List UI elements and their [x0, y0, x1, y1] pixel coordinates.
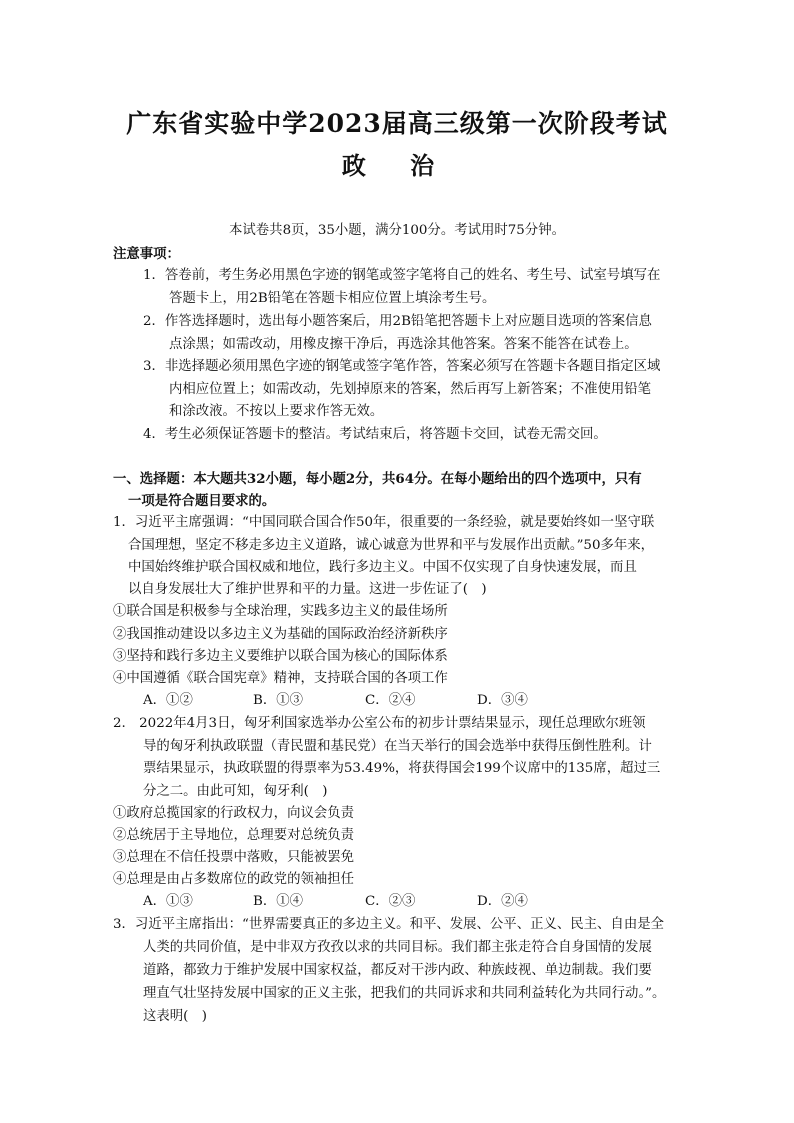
q2-option-d: D．②④: [477, 894, 528, 909]
note-line: 答题卡上，用2B铅笔在答题卡相应位置上填涂考生号。: [169, 291, 496, 306]
exam-title: 广东省实验中学2023届高三级第一次阶段考试: [126, 109, 668, 138]
q2-stem: 分之二。由此可知，匈牙利( ): [143, 784, 328, 799]
q1-stem: 中国始终维护联合国权威和地位，践行多边主义。中国不仅实现了自身快速发展，而且: [128, 560, 637, 575]
q1-item: ④中国遵循《联合国宪章》精神，支持联合国的各项工作: [113, 671, 448, 686]
q2-item: ①政府总揽国家的行政权力，向议会负责: [113, 806, 355, 821]
q1-stem: 1．习近平主席强调：“中国同联合国合作50年，很重要的一条经验，就是要始终如一坚守联: [113, 515, 655, 530]
note-line: 4．考生必须保证答题卡的整洁。考试结束后，将答题卡交回，试卷无需交回。: [143, 427, 607, 442]
note-line: 内相应位置上；如需改动，先划掉原来的答案，然后再写上新答案；不准使用铅笔: [169, 382, 652, 397]
q1-option-c: C．②④: [365, 693, 416, 708]
q1-item: ③坚持和践行多边主义要维护以联合国为核心的国际体系: [113, 649, 448, 664]
note-line: 点涂黑；如需改动，用橡皮擦干净后，再选涂其他答案。答案不能答在试卷上。: [169, 337, 638, 352]
exam-info: 本试卷共8页，35小题，满分100分。考试用时75分钟。: [229, 223, 565, 238]
q3-stem: 人类的共同价值，是中非双方孜孜以求的共同目标。我们都主张走符合自身国情的发展: [143, 940, 652, 955]
q1-option-a: A．①②: [143, 693, 193, 708]
section-heading-cont: 一项是符合题目要求的。: [128, 493, 276, 509]
q2-option-a: A．①③: [143, 894, 193, 909]
q1-option-d: D．③④: [477, 693, 528, 708]
q2-option-b: B．①④: [253, 894, 304, 909]
q1-item: ①联合国是积极参与全球治理，实践多边主义的最佳场所: [113, 604, 448, 619]
note-line: 和涂改液。不按以上要求作答无效。: [169, 404, 384, 419]
q2-item: ③总理在不信任投票中落败，只能被罢免: [113, 850, 355, 865]
subject-title: 政 治: [341, 151, 453, 180]
q3-stem: 理直气壮坚持发展中国家的正义主张，把我们的共同诉求和共同利益转化为共同行动。”。: [143, 986, 666, 1001]
q2-item: ④总理是由占多数席位的政党的领袖担任: [113, 872, 355, 887]
q2-item: ②总统居于主导地位，总理要对总统负责: [113, 828, 355, 843]
q1-item: ②我国推动建设以多边主义为基础的国际政治经济新秩序: [113, 627, 448, 642]
notes-heading: 注意事项：: [113, 246, 180, 262]
section-heading: 一、选择题：本大题共32小题，每小题2分，共64分。在每小题给出的四个选项中，只有: [113, 471, 642, 487]
q3-stem: 这表明( ): [143, 1009, 208, 1024]
q1-stem: 合国理想，坚定不移走多边主义道路，诚心诚意为世界和平与发展作出贡献。”50多年来，: [128, 538, 655, 553]
q1-stem: 以自身发展壮大了维护世界和平的力量。这进一步佐证了( ): [128, 582, 487, 597]
q2-option-c: C．②③: [365, 894, 416, 909]
q3-stem: 道路，都致力于维护发展中国家权益，都反对干涉内政、种族歧视、单边制裁。我们要: [143, 963, 652, 978]
note-line: 2．作答选择题时，选出每小题答案后，用2B铅笔把答题卡上对应题目选项的答案信息: [143, 314, 652, 329]
q3-stem: 3．习近平主席指出：“世界需要真正的多边主义。和平、发展、公平、正义、民主、自由是全: [113, 917, 664, 932]
q2-stem: 票结果显示，执政联盟的得票率为53.49%，将获得国会199个议席中的135席，超过三: [143, 761, 661, 776]
q2-stem: 2. 2022年4月3日，匈牙利国家选举办公室公布的初步计票结果显示，现任总理欧尔班领: [113, 716, 646, 731]
q1-option-b: B．①③: [253, 693, 304, 708]
note-line: 1．答卷前，考生务必用黑色字迹的钢笔或签字笔将自己的姓名、考生号、试室号填写在: [143, 268, 661, 283]
q2-stem: 导的匈牙利执政联盟（青民盟和基民党）在当天举行的国会选举中获得压倒性胜利。计: [143, 739, 652, 754]
note-line: 3．非选择题必须用黑色字迹的钢笔或签字笔作答，答案必须写在答题卡各题目指定区域: [143, 359, 661, 374]
